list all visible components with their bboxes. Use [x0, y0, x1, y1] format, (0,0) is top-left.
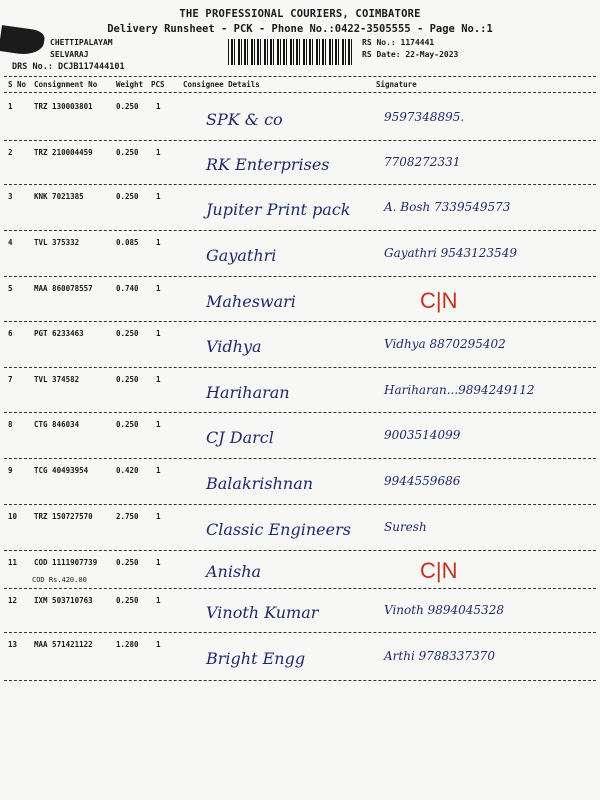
row-cod-note: COD Rs.420.00	[32, 576, 87, 584]
row-weight: 0.250	[116, 375, 139, 384]
column-header-consignment: Consignment No	[34, 80, 98, 89]
row-signature: C|N	[420, 558, 458, 583]
row-weight: 0.740	[116, 284, 139, 293]
row-pcs: 1	[156, 596, 161, 605]
row-signature: Hariharan...9894249112	[384, 383, 535, 397]
row-pcs: 1	[156, 640, 161, 649]
row-signature: Gayathri 9543123549	[384, 246, 517, 260]
row-consignee-name: Gayathri	[206, 246, 277, 265]
column-header-signature: Signature	[376, 80, 417, 89]
row-pcs: 1	[156, 192, 161, 201]
row-pcs: 1	[156, 284, 161, 293]
row-weight: 0.250	[116, 148, 139, 157]
row-consignee-name: Vidhya	[206, 337, 262, 356]
person-name: SELVARAJ	[50, 50, 89, 59]
header-bottom-divider	[4, 92, 596, 93]
row-weight: 1.280	[116, 640, 139, 649]
row-signature: 7708272331	[384, 155, 461, 169]
row-consignment-no: COD 1111907739	[34, 558, 98, 567]
row-consignee-name: Jupiter Print pack	[206, 200, 351, 219]
row-consignee-name: SPK & co	[206, 110, 283, 129]
row-sno: 12	[8, 596, 18, 605]
row-consignment-no: CTG 846034	[34, 420, 80, 429]
row-consignment-no: TVL 374582	[34, 375, 80, 384]
drs-number: DRS No.: DCJB117444101	[12, 62, 125, 72]
row-weight: 2.750	[116, 512, 139, 521]
row-pcs: 1	[156, 375, 161, 384]
row-consignee-name: CJ Darcl	[206, 428, 274, 447]
row-divider	[4, 550, 596, 551]
column-header-weight: Weight	[116, 80, 144, 89]
row-consignment-no: MAA 571421122	[34, 640, 93, 649]
row-divider	[4, 680, 596, 681]
row-consignee-name: Vinoth Kumar	[206, 603, 319, 622]
row-consignment-no: TCG 40493954	[34, 466, 89, 475]
row-divider	[4, 458, 596, 459]
row-divider	[4, 321, 596, 322]
row-sno: 4	[8, 238, 13, 247]
row-consignment-no: PGT 6233463	[34, 329, 84, 338]
row-pcs: 1	[156, 102, 161, 111]
row-consignee-name: Anisha	[206, 562, 262, 581]
row-consignee-name: Classic Engineers	[206, 520, 351, 539]
row-sno: 2	[8, 148, 13, 157]
row-sno: 7	[8, 375, 13, 384]
row-pcs: 1	[156, 512, 161, 521]
row-weight: 0.250	[116, 192, 139, 201]
row-consignment-no: MAA 860078557	[34, 284, 93, 293]
row-signature: A. Bosh 7339549573	[384, 200, 511, 214]
row-consignee-name: Hariharan	[206, 383, 290, 402]
row-consignment-no: IXM 503710763	[34, 596, 93, 605]
row-divider	[4, 140, 596, 141]
row-signature: Suresh	[384, 520, 427, 534]
runsheet-subtitle: Delivery Runsheet - PCK - Phone No.:0422-3505555 - Page No.:1	[107, 23, 493, 35]
row-consignment-no: KNK 7021385	[34, 192, 84, 201]
row-weight: 0.250	[116, 329, 139, 338]
row-divider	[4, 367, 596, 368]
rs-date: RS Date: 22-May-2023	[362, 50, 459, 59]
row-signature: Arthi 9788337370	[384, 649, 495, 663]
row-sno: 9	[8, 466, 13, 475]
row-sno: 11	[8, 558, 18, 567]
row-divider	[4, 230, 596, 231]
row-weight: 0.085	[116, 238, 139, 247]
row-sno: 10	[8, 512, 18, 521]
row-consignment-no: TRZ 150727570	[34, 512, 93, 521]
row-divider	[4, 588, 596, 589]
rs-number: RS No.: 1174441	[362, 38, 435, 47]
barcode	[228, 39, 352, 65]
row-weight: 0.250	[116, 102, 139, 111]
row-signature: C|N	[420, 288, 458, 313]
row-consignee-name: Balakrishnan	[206, 474, 314, 493]
row-divider	[4, 184, 596, 185]
row-sno: 3	[8, 192, 13, 201]
row-pcs: 1	[156, 238, 161, 247]
row-signature: Vinoth 9894045328	[384, 603, 504, 617]
row-pcs: 1	[156, 329, 161, 338]
row-sno: 8	[8, 420, 13, 429]
row-signature: 9003514099	[384, 428, 461, 442]
row-divider	[4, 504, 596, 505]
company-title: THE PROFESSIONAL COURIERS, COIMBATORE	[179, 8, 421, 20]
row-pcs: 1	[156, 148, 161, 157]
row-pcs: 1	[156, 420, 161, 429]
row-sno: 13	[8, 640, 18, 649]
row-signature: 9597348895.	[384, 110, 465, 124]
row-consignment-no: TVL 375332	[34, 238, 80, 247]
column-header-pcs: PCS	[151, 80, 165, 89]
row-weight: 0.250	[116, 558, 139, 567]
column-header-sno: S No	[8, 80, 27, 89]
row-divider	[4, 412, 596, 413]
row-weight: 0.250	[116, 420, 139, 429]
row-consignee-name: Bright Engg	[206, 649, 306, 668]
row-pcs: 1	[156, 558, 161, 567]
row-pcs: 1	[156, 466, 161, 475]
row-divider	[4, 632, 596, 633]
row-weight: 0.250	[116, 596, 139, 605]
row-sno: 1	[8, 102, 13, 111]
row-divider	[4, 276, 596, 277]
row-sno: 6	[8, 329, 13, 338]
column-header-consignee: Consignee Details	[183, 80, 260, 89]
row-consignment-no: TRZ 210004459	[34, 148, 93, 157]
row-consignee-name: RK Enterprises	[206, 155, 330, 174]
header-top-divider	[4, 76, 596, 77]
row-consignee-name: Maheswari	[206, 292, 296, 311]
row-signature: Vidhya 8870295402	[384, 337, 506, 351]
row-consignment-no: TRZ 130003801	[34, 102, 93, 111]
row-signature: 9944559686	[384, 474, 461, 488]
row-weight: 0.420	[116, 466, 139, 475]
row-sno: 5	[8, 284, 13, 293]
area-name: CHETTIPALAYAM	[50, 38, 113, 47]
